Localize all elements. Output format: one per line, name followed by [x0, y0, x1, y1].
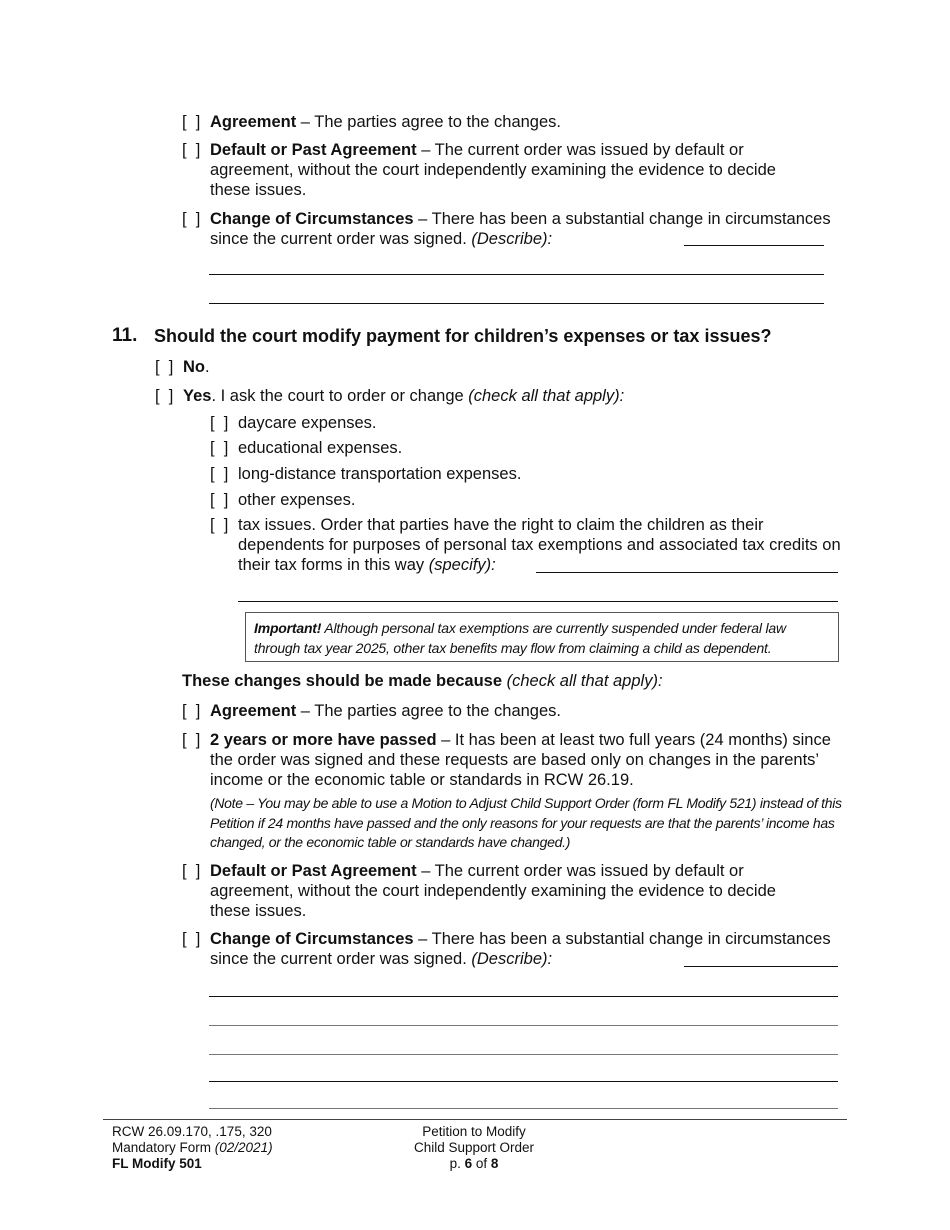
checkbox[interactable]: [ ]: [182, 210, 201, 228]
expense-item-other: [210, 490, 355, 510]
reason-label: Default or Past Agreement: [210, 862, 417, 880]
reason-text: – There has been a substantial change in circumstances since the current order was signed.: [210, 930, 831, 968]
item-label: Default or Past Agreement: [210, 141, 417, 159]
expense-item-transportation: [210, 464, 521, 484]
checkbox[interactable]: [ ]: [210, 491, 229, 509]
footer-divider: [103, 1119, 847, 1120]
checkbox[interactable]: [ ]: [182, 930, 201, 948]
reason-text: – The current order was issued by default or agreement, without the court independently examining the evidence to decide these issues.: [210, 862, 776, 920]
expense-text: daycare expenses.: [238, 414, 377, 432]
checkbox[interactable]: [ ]: [182, 141, 201, 159]
describe-input-line[interactable]: [209, 1108, 838, 1109]
reasons-heading-bold: These changes should be made because: [182, 672, 507, 690]
describe-input-line[interactable]: [209, 274, 824, 275]
item-text: – The current order was issued by default or agreement, without the court independently examining the evidence to decide these issues.: [210, 141, 776, 199]
reasons-heading: [182, 671, 663, 691]
tax-issues-item: [210, 515, 842, 575]
reason-label: Change of Circumstances: [210, 930, 414, 948]
specify-input-line[interactable]: [536, 572, 838, 573]
item-label: Change of Circumstances: [210, 210, 414, 228]
describe-input-line[interactable]: [684, 245, 824, 246]
checkbox[interactable]: [ ]: [182, 862, 201, 880]
checkbox[interactable]: [ ]: [155, 387, 174, 405]
checkbox[interactable]: [ ]: [182, 702, 201, 720]
expense-item-educational: [210, 438, 402, 458]
reason-label: Agreement: [210, 702, 297, 720]
describe-input-line[interactable]: [209, 996, 838, 997]
describe-input-line[interactable]: [209, 1054, 838, 1055]
reason-text: – The parties agree to the changes.: [296, 702, 561, 720]
specify-label: (specify):: [428, 556, 496, 574]
page-current: 6: [464, 1156, 473, 1171]
reason-agreement: [182, 701, 842, 721]
expense-text: educational expenses.: [238, 439, 403, 457]
describe-label: (Describe):: [471, 230, 553, 248]
reasons-heading-hint: (check all that apply):: [506, 672, 663, 690]
expense-text: other expenses.: [238, 491, 356, 509]
page-of: of: [472, 1156, 491, 1171]
reason-label: 2 years or more have passed: [210, 731, 437, 749]
section-number: 11.: [112, 325, 138, 346]
footer-form-id: [112, 1156, 273, 1172]
top-default-item: [182, 140, 812, 200]
describe-input-line[interactable]: [684, 966, 838, 967]
page-prefix: p.: [449, 1156, 465, 1171]
important-notice: [245, 612, 839, 662]
reason-two-years: [182, 730, 832, 790]
footer-form-date: (02/2021): [214, 1140, 273, 1155]
tax-text: tax issues. Order that parties have the right to claim the children as their dependents for purposes of personal tax exemptions and associated tax credits on their tax forms in this way: [238, 516, 841, 574]
checkbox[interactable]: [ ]: [210, 516, 229, 534]
item-text: – The parties agree to the changes.: [296, 113, 561, 131]
reason-text: – It has been at least two full years (24 months) since the order was signed and these requests are based only on changes in the parents’ income or the economic table or standards in RCW 26.19.: [210, 731, 831, 789]
no-option: [155, 357, 210, 377]
checkbox[interactable]: [ ]: [182, 113, 201, 131]
checkbox[interactable]: [ ]: [182, 731, 201, 749]
expense-text: long-distance transportation expenses.: [238, 465, 522, 483]
option-text: .: [205, 358, 210, 376]
footer-doc-title-2: Child Support Order: [413, 1140, 535, 1155]
footer-center: [384, 1124, 564, 1172]
checkbox[interactable]: [ ]: [210, 465, 229, 483]
footer-mandatory-label: Mandatory Form: [112, 1140, 215, 1155]
footer-rcw: RCW 26.09.170, .175, 320: [112, 1124, 272, 1139]
item-label: Agreement: [210, 113, 297, 131]
section-title: Should the court modify payment for children’s expenses or tax issues?: [154, 326, 772, 346]
item-text: – There has been a substantial change in circumstances since the current order was signed.: [210, 210, 831, 248]
specify-input-line[interactable]: [238, 601, 838, 602]
yes-option: [155, 386, 755, 406]
describe-input-line[interactable]: [209, 303, 824, 304]
describe-input-line[interactable]: [209, 1025, 838, 1026]
reason-default: [182, 861, 812, 921]
option-label: Yes: [183, 387, 212, 405]
option-text: . I ask the court to order or change: [211, 387, 469, 405]
footer-left: [112, 1124, 273, 1172]
option-label: No: [183, 358, 205, 376]
option-hint: (check all that apply):: [468, 387, 625, 405]
important-text: Although personal tax exemptions are currently suspended under federal law through tax year 2025, other tax benefits may flow from claiming a child as dependent.: [254, 620, 786, 656]
footer-page-number: [384, 1156, 564, 1172]
important-label: Important!: [254, 620, 322, 636]
page-total: 8: [490, 1156, 499, 1171]
top-change-item: [182, 209, 842, 249]
reason-note: (Note – You may be able to use a Motion to Adjust Child Support Order (form FL Modify 521) instead of this Petition if 24 months have passed and the only reasons for your requests are that the parents’ income has changed, or the economic table or standards have changed.): [210, 795, 842, 850]
footer-mandatory-form: [112, 1140, 273, 1156]
expense-item-daycare: [210, 413, 377, 433]
footer-form-id-text: FL Modify 501: [112, 1156, 202, 1171]
footer-doc-title-1: Petition to Modify: [422, 1124, 526, 1139]
checkbox[interactable]: [ ]: [155, 358, 174, 376]
describe-input-line[interactable]: [209, 1081, 838, 1082]
top-agreement-item: [182, 112, 842, 132]
reason-change: [182, 929, 842, 969]
checkbox[interactable]: [ ]: [210, 439, 229, 457]
checkbox[interactable]: [ ]: [210, 414, 229, 432]
describe-label: (Describe):: [471, 950, 553, 968]
